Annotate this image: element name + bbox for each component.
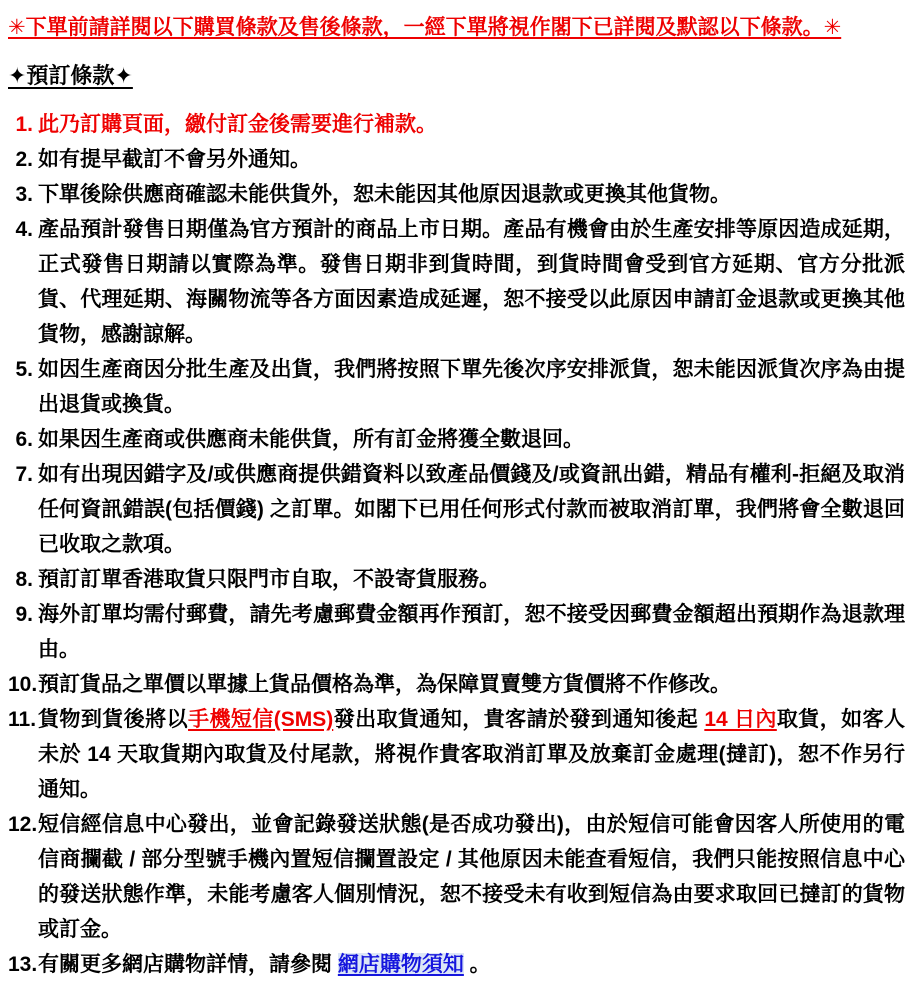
term-text-segment: 此乃訂購頁面，繳付訂金後需要進行補款。 <box>38 113 437 136</box>
term-text <box>38 597 905 667</box>
term-text-segment: 貨物到貨後將以 <box>38 708 189 731</box>
section-heading <box>8 58 905 93</box>
term-text-segment: 。 <box>463 953 491 976</box>
term-text-segment: 如有提早截訂不會另外通知。 <box>38 148 311 171</box>
term-text <box>38 107 905 142</box>
term-text <box>38 212 905 352</box>
term-item-8 <box>8 562 905 597</box>
term-text-segment: 如果因生產商或供應商未能供貨，所有訂金將獲全數退回。 <box>38 428 584 451</box>
term-text-segment: 產品預計發售日期僅為官方預計的商品上市日期。產品有機會由於生產安排等原因造成延期，正式發售日期請以實際為準。發售日期非到貨時間，到貨時間會受到官方延期、官方分批派貨、代理延期、海關物流等各方面因素造成延遲，恕不接受以此原因申請訂金退款或更換其他貨物，感謝諒解。 <box>38 218 905 346</box>
term-number: 5. <box>15 358 33 381</box>
term-number: 10. <box>8 673 38 696</box>
term-text <box>38 457 905 562</box>
term-item-9 <box>8 597 905 667</box>
term-text-segment: 取貨，如客人未於 14 天取貨期內取貨及付尾款，將視作貴客取消訂單及放棄訂金處理(撻訂)，恕不作另行通知。 <box>38 708 905 801</box>
term-number: 4. <box>15 218 33 241</box>
term-text <box>38 352 905 422</box>
term-text-segment: 發出取貨通知，貴客請於發到通知後起 <box>333 708 705 731</box>
term-text-segment: 預訂貨品之單價以單據上貨品價格為準，為保障買賣雙方貨價將不作修改。 <box>38 673 731 696</box>
term-text-segment: 短信經信息中心發出，並會記錄發送狀態(是否成功發出)，由於短信可能會因客人所使用的電信商攔截 / 部分型號手機內置短信攔置設定 / 其他原因未能查看短信，我們只能按照信息中心的發送狀態作準，未能考慮客人個別情況，恕不接受未有收到短信為由要求取回已撻訂的貨物或訂金。 <box>38 813 905 941</box>
pre-order-notice <box>8 10 905 45</box>
term-number: 3. <box>15 183 33 206</box>
term-number: 7. <box>15 463 33 486</box>
term-item-13 <box>8 947 905 982</box>
term-text-segment: 預訂訂單香港取貨只限門市自取，不設寄貨服務。 <box>38 568 500 591</box>
term-number: 2. <box>15 148 33 171</box>
term-item-6 <box>8 422 905 457</box>
term-text-segment: 14 日內 <box>704 708 777 731</box>
term-number: 8. <box>15 568 33 591</box>
term-text-segment: 如因生產商因分批生產及出貨，我們將按照下單先後次序安排派貨，恕未能因派貨次序為由提出退貨或換貨。 <box>38 358 905 416</box>
term-text <box>38 142 905 177</box>
store-shopping-guide-link[interactable]: 網店購物須知 <box>337 953 464 976</box>
term-item-4 <box>8 212 905 352</box>
term-item-7 <box>8 457 905 562</box>
term-number: 9. <box>15 603 33 626</box>
term-text-segment: 有關更多網店購物詳情，請參閱 <box>38 953 338 976</box>
term-item-10 <box>8 667 905 702</box>
pre-order-notice-text: ✳下單前請詳閱以下購買條款及售後條款，一經下單將視作閣下已詳閱及默認以下條款。✳ <box>8 16 842 39</box>
section-heading-text: ✦預訂條款✦ <box>8 63 133 88</box>
terms-list <box>8 107 905 982</box>
term-number: 6. <box>15 428 33 451</box>
term-text-segment: 海外訂單均需付郵費，請先考慮郵費金額再作預訂，恕不接受因郵費金額超出預期作為退款理由。 <box>38 603 905 661</box>
term-number: 12. <box>8 813 38 836</box>
term-item-2 <box>8 142 905 177</box>
term-text <box>38 807 905 947</box>
term-item-12 <box>8 807 905 947</box>
term-text <box>38 667 905 702</box>
term-text-segment: 手機短信(SMS) <box>188 708 334 731</box>
term-text <box>38 562 905 597</box>
term-text <box>38 947 905 982</box>
term-text <box>38 422 905 457</box>
term-item-5 <box>8 352 905 422</box>
term-text <box>38 702 905 807</box>
term-item-3 <box>8 177 905 212</box>
term-number: 13. <box>8 953 38 976</box>
term-number: 1. <box>15 113 33 136</box>
term-item-11 <box>8 702 905 807</box>
term-number: 11. <box>8 708 37 731</box>
term-text-segment: 下單後除供應商確認未能供貨外，恕未能因其他原因退款或更換其他貨物。 <box>38 183 731 206</box>
term-text-segment: 如有出現因錯字及/或供應商提供錯資料以致產品價錢及/或資訊出錯，精品有權利-拒絕及取消任何資訊錯誤(包括價錢) 之訂單。如閣下已用任何形式付款而被取消訂單，我們將會全數退回已收取之款項。 <box>38 463 905 556</box>
term-text <box>38 177 905 212</box>
term-item-1 <box>8 107 905 142</box>
